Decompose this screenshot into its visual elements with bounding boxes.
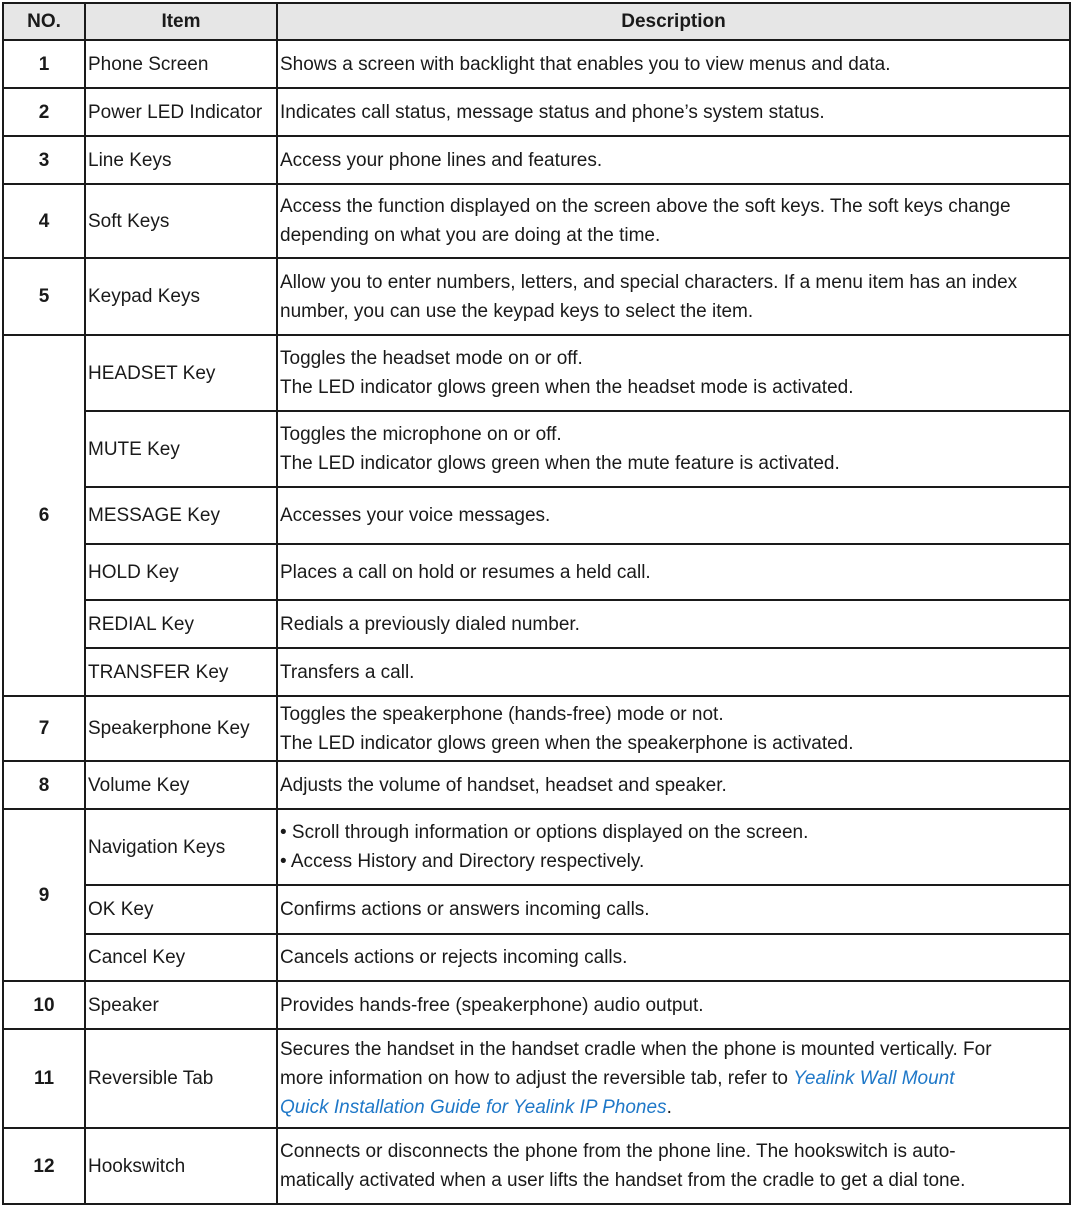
- item-description: Access the function displayed on the screen above the soft keys. The soft keys change depending on what you are doing at the time.: [277, 184, 1070, 258]
- row-number: 5: [3, 258, 85, 335]
- item-description: Toggles the microphone on or off. The LED indicator glows green when the mute feature is activated.: [277, 411, 1070, 487]
- table-row: [3, 40, 1070, 88]
- item-name: MESSAGE Key: [85, 487, 277, 544]
- table-row: [3, 1128, 1070, 1204]
- item-name: Cancel Key: [85, 934, 277, 981]
- table-row: [3, 981, 1070, 1029]
- table-row: [3, 487, 1070, 544]
- item-description: Allow you to enter numbers, letters, and special characters. If a menu item has an index number, you can use the keypad keys to select the item.: [277, 258, 1070, 335]
- table-row: [3, 136, 1070, 184]
- features-table: [2, 2, 1071, 1205]
- item-description: Confirms actions or answers incoming calls.: [277, 885, 1070, 934]
- item-name: Keypad Keys: [85, 258, 277, 335]
- item-description: Access your phone lines and features.: [277, 136, 1070, 184]
- item-description: Cancels actions or rejects incoming calls.: [277, 934, 1070, 981]
- item-description: Toggles the headset mode on or off. The LED indicator glows green when the headset mode is activated.: [277, 335, 1070, 411]
- row-number: 3: [3, 136, 85, 184]
- row-number: 4: [3, 184, 85, 258]
- table-row: [3, 88, 1070, 136]
- item-description: Toggles the speakerphone (hands-free) mode or not. The LED indicator glows green when the speakerphone is activated.: [277, 696, 1070, 761]
- table-header-row: [3, 3, 1070, 40]
- row-number: 8: [3, 761, 85, 809]
- item-name: Phone Screen: [85, 40, 277, 88]
- item-description: Redials a previously dialed number.: [277, 600, 1070, 648]
- item-description: Secures the handset in the handset cradle when the phone is mounted vertically. For more information on how to adjust the reversible tab, refer to Yealink Wall Mount Quick Installation Guide for Yealink IP Phones.: [277, 1029, 1070, 1128]
- item-description: Connects or disconnects the phone from the phone line. The hookswitch is auto- matically activated when a user lifts the handset from the cradle to get a dial tone.: [277, 1128, 1070, 1204]
- table-row: [3, 648, 1070, 696]
- item-description: Provides hands-free (speakerphone) audio output.: [277, 981, 1070, 1029]
- table-row: [3, 885, 1070, 934]
- item-name: MUTE Key: [85, 411, 277, 487]
- item-name: Hookswitch: [85, 1128, 277, 1204]
- item-name: TRANSFER Key: [85, 648, 277, 696]
- row-number: 2: [3, 88, 85, 136]
- header-item: Item: [85, 3, 277, 40]
- row-number: 12: [3, 1128, 85, 1204]
- table-row: [3, 544, 1070, 600]
- item-description: Adjusts the volume of handset, headset and speaker.: [277, 761, 1070, 809]
- item-name: REDIAL Key: [85, 600, 277, 648]
- row-number: 7: [3, 696, 85, 761]
- table-row: [3, 761, 1070, 809]
- item-description: Transfers a call.: [277, 648, 1070, 696]
- item-description: Indicates call status, message status and phone’s system status.: [277, 88, 1070, 136]
- table-row: [3, 335, 1070, 411]
- row-number: 9: [3, 809, 85, 981]
- item-name: HOLD Key: [85, 544, 277, 600]
- header-no: NO.: [3, 3, 85, 40]
- table-row: [3, 934, 1070, 981]
- table-row: [3, 809, 1070, 885]
- item-description: Accesses your voice messages.: [277, 487, 1070, 544]
- item-name: Power LED Indicator: [85, 88, 277, 136]
- guide-link[interactable]: Yealink Wall Mount: [793, 1068, 955, 1089]
- row-number: 11: [3, 1029, 85, 1128]
- table-row: [3, 1029, 1070, 1128]
- item-name: Reversible Tab: [85, 1029, 277, 1128]
- item-description: • Scroll through information or options displayed on the screen. • Access History and Directory respectively.: [277, 809, 1070, 885]
- table-row: [3, 411, 1070, 487]
- item-name: Navigation Keys: [85, 809, 277, 885]
- item-name: Speaker: [85, 981, 277, 1029]
- table-row: [3, 600, 1070, 648]
- item-description: Places a call on hold or resumes a held call.: [277, 544, 1070, 600]
- guide-link-continued[interactable]: Quick Installation Guide for Yealink IP Phones: [280, 1097, 667, 1118]
- item-name: OK Key: [85, 885, 277, 934]
- item-name: Soft Keys: [85, 184, 277, 258]
- item-name: Speakerphone Key: [85, 696, 277, 761]
- header-description: Description: [277, 3, 1070, 40]
- row-number: 6: [3, 335, 85, 696]
- item-name: HEADSET Key: [85, 335, 277, 411]
- item-name: Volume Key: [85, 761, 277, 809]
- table-row: [3, 696, 1070, 761]
- item-description: Shows a screen with backlight that enables you to view menus and data.: [277, 40, 1070, 88]
- table-row: [3, 184, 1070, 258]
- table-row: [3, 258, 1070, 335]
- item-name: Line Keys: [85, 136, 277, 184]
- row-number: 1: [3, 40, 85, 88]
- row-number: 10: [3, 981, 85, 1029]
